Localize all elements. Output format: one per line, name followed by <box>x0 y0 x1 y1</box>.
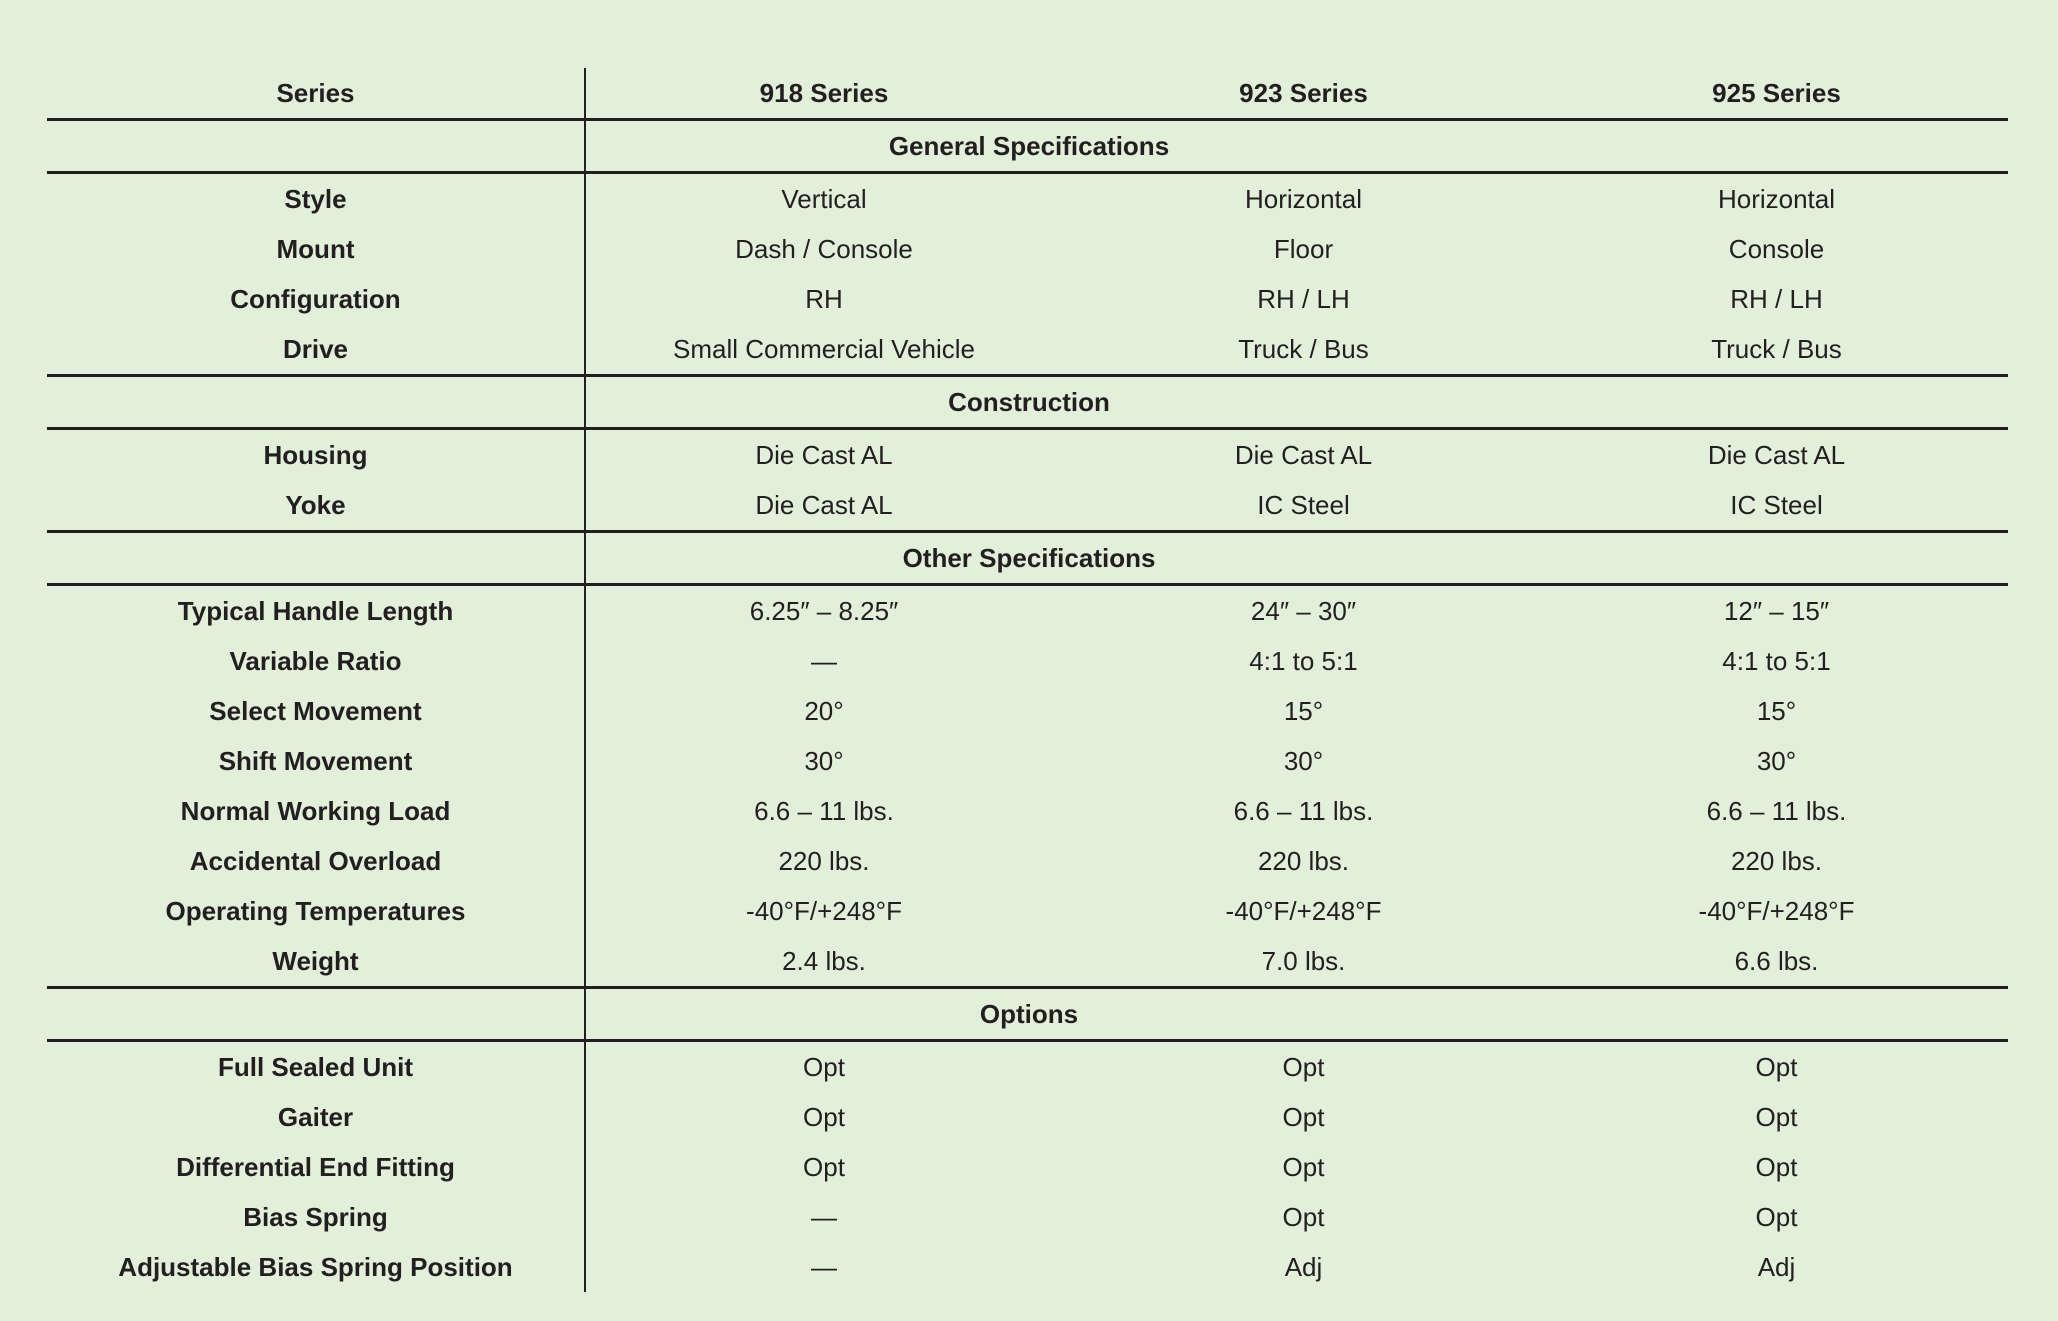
section-row <box>47 376 2008 429</box>
row-value: 20° <box>804 695 844 726</box>
row-value: — <box>811 1251 837 1282</box>
row-value: 6.6 – 11 lbs. <box>1233 795 1374 826</box>
row-value: Opt <box>1755 1151 1798 1182</box>
row-value: Floor <box>1273 233 1334 264</box>
section-label-spacer <box>47 988 585 1041</box>
table-row <box>47 324 2008 376</box>
section-title: General Specifications <box>585 120 2008 173</box>
table-row <box>47 1092 2008 1142</box>
row-value: 6.25″ – 8.25″ <box>749 595 899 626</box>
row-label: Yoke <box>47 480 585 532</box>
row-value: 30° <box>1283 745 1324 776</box>
row-label: Drive <box>47 324 585 376</box>
row-label: Mount <box>47 224 585 274</box>
header-925-series: 925 Series <box>1712 77 1841 108</box>
row-value: 6.6 lbs. <box>1734 945 1819 976</box>
row-label: Variable Ratio <box>47 636 585 686</box>
row-value: Console <box>1728 233 1825 264</box>
table-row <box>47 636 2008 686</box>
section-row <box>47 120 2008 173</box>
row-value: Die Cast AL <box>755 439 893 470</box>
row-value: 7.0 lbs. <box>1261 945 1346 976</box>
row-value: Die Cast AL <box>1707 439 1846 470</box>
row-label: Style <box>47 173 585 225</box>
row-value: — <box>811 1201 837 1232</box>
row-value: -40°F/+248°F <box>1225 895 1382 926</box>
row-label: Accidental Overload <box>47 836 585 886</box>
header-series-label: Series <box>47 68 585 120</box>
row-label: Normal Working Load <box>47 786 585 836</box>
row-label: Select Movement <box>47 686 585 736</box>
row-value: Opt <box>1755 1051 1798 1082</box>
row-label: Shift Movement <box>47 736 585 786</box>
header-923-series: 923 Series <box>1239 77 1368 108</box>
row-value: 4:1 to 5:1 <box>1722 645 1831 676</box>
table-row <box>47 173 2008 225</box>
row-label: Bias Spring <box>47 1192 585 1242</box>
table-row <box>47 1192 2008 1242</box>
row-label: Typical Handle Length <box>47 585 585 637</box>
row-value: 2.4 lbs. <box>782 945 866 976</box>
row-value: IC Steel <box>1257 489 1350 520</box>
row-value: 30° <box>1756 745 1797 776</box>
spec-table <box>47 68 2008 1292</box>
row-label: Operating Temperatures <box>47 886 585 936</box>
row-value: Truck / Bus <box>1711 333 1842 364</box>
table-row <box>47 836 2008 886</box>
table-row <box>47 686 2008 736</box>
row-value: Opt <box>1282 1051 1325 1082</box>
table-row <box>47 936 2008 988</box>
row-value: Die Cast AL <box>1234 439 1373 470</box>
row-value: Vertical <box>781 183 867 214</box>
row-value: 4:1 to 5:1 <box>1249 645 1358 676</box>
section-row <box>47 532 2008 585</box>
row-value: 220 lbs. <box>1730 845 1823 876</box>
table-row <box>47 429 2008 481</box>
header-row <box>47 68 2008 120</box>
row-label: Housing <box>47 429 585 481</box>
table-row <box>47 1142 2008 1192</box>
row-value: RH / LH <box>1730 283 1823 314</box>
header-918-series: 918 Series <box>759 77 889 108</box>
row-value: Opt <box>1755 1101 1798 1132</box>
section-label-spacer <box>47 532 585 585</box>
row-label: Full Sealed Unit <box>47 1041 585 1093</box>
row-value: RH <box>805 283 843 314</box>
row-value: 24″ – 30″ <box>1250 595 1357 626</box>
row-label: Weight <box>47 936 585 988</box>
table-row <box>47 736 2008 786</box>
row-value: 12″ – 15″ <box>1723 595 1830 626</box>
row-value: -40°F/+248°F <box>746 895 902 926</box>
row-value: 30° <box>804 745 844 776</box>
row-value: Opt <box>803 1151 845 1182</box>
section-row <box>47 988 2008 1041</box>
row-label: Configuration <box>47 274 585 324</box>
row-value: Horizontal <box>1244 183 1363 214</box>
row-value: RH / LH <box>1257 283 1350 314</box>
row-value: IC Steel <box>1730 489 1823 520</box>
section-label-spacer <box>47 376 585 429</box>
row-value: Opt <box>1755 1201 1798 1232</box>
row-value: Opt <box>1282 1201 1325 1232</box>
row-value: — <box>811 645 837 676</box>
spec-table-body <box>47 120 2008 1293</box>
table-row <box>47 224 2008 274</box>
row-label: Gaiter <box>47 1092 585 1142</box>
table-row <box>47 1242 2008 1292</box>
row-value: 220 lbs. <box>1257 845 1350 876</box>
row-value: Opt <box>803 1051 845 1082</box>
row-value: Opt <box>1282 1101 1325 1132</box>
section-label-spacer <box>47 120 585 173</box>
row-value: Dash / Console <box>735 233 913 264</box>
row-label: Adjustable Bias Spring Position <box>47 1242 585 1292</box>
table-row <box>47 786 2008 836</box>
table-row <box>47 585 2008 637</box>
section-title: Options <box>585 988 2008 1041</box>
row-value: 220 lbs. <box>778 845 870 876</box>
row-value: -40°F/+248°F <box>1698 895 1855 926</box>
row-value: Opt <box>1282 1151 1325 1182</box>
row-label: Differential End Fitting <box>47 1142 585 1192</box>
row-value: Adj <box>1757 1251 1796 1282</box>
table-row <box>47 274 2008 324</box>
row-value: Small Commercial Vehicle <box>673 333 975 364</box>
row-value: 15° <box>1283 695 1324 726</box>
section-title: Other Specifications <box>585 532 2008 585</box>
row-value: 6.6 – 11 lbs. <box>754 795 894 826</box>
row-value: 15° <box>1756 695 1797 726</box>
table-row <box>47 480 2008 532</box>
row-value: Horizontal <box>1717 183 1836 214</box>
row-value: Die Cast AL <box>755 489 893 520</box>
row-value: Adj <box>1284 1251 1323 1282</box>
table-row <box>47 1041 2008 1093</box>
row-value: Opt <box>803 1101 845 1132</box>
row-value: Truck / Bus <box>1238 333 1369 364</box>
section-title: Construction <box>585 376 2008 429</box>
table-row <box>47 886 2008 936</box>
row-value: 6.6 – 11 lbs. <box>1706 795 1847 826</box>
